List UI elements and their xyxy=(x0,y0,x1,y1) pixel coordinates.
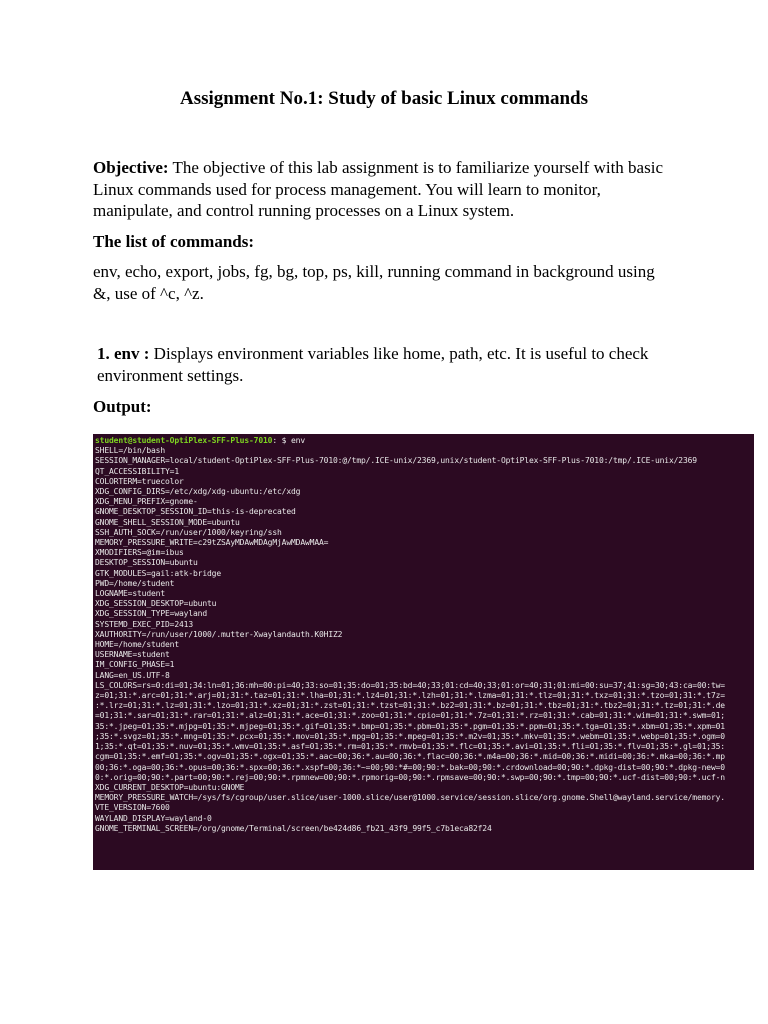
objective-text: The objective of this lab assignment is to familiarize yourself with basic Linux commands used for process management. You will learn to monitor, manipulate, and control running processes on a Linux system. xyxy=(93,158,663,220)
terminal-output-line: WAYLAND_DISPLAY=wayland-0 xyxy=(95,813,212,823)
terminal-output-line: SHELL=/bin/bash xyxy=(95,446,165,456)
terminal-output-line: VTE_VERSION=7600 xyxy=(95,803,170,813)
terminal-output-line: 35:*.jpeg=01;35:*.mjpg=01;35:*.mjpeg=01;35:*.gif=01;35:*.bmp=01;35:*.pbm=01;35:*.pgm=01;35:*.ppm=01;35:*.tga=01;35:*.xbm=01;35:*.xpm=01 xyxy=(95,721,725,731)
terminal-output-line: 1;35:*.qt=01;35:*.nuv=01;35:*.wmv=01;35:*.asf=01;35:*.rm=01;35:*.rmvb=01;35:*.flc=01;35:*.avi=01;35:*.fli=01;35:*.flv=01;35:*.gl=01;35: xyxy=(95,742,725,752)
title-rest: Study of basic Linux commands xyxy=(323,88,589,109)
terminal-output-line: =01;31:*.sar=01;31:*.rar=01;31:*.alz=01;31:*.ace=01;31:*.zoo=01;31:*.cpio=01;31:*.7z=01;31:*.rz=01;31:*.cab=01;31:*.wim=01;31:*.swm=01; xyxy=(95,711,725,721)
terminal-output-line: HOME=/home/student xyxy=(95,640,179,650)
terminal-output-line: XMODIFIERS=@im=ibus xyxy=(95,548,184,558)
terminal-output-line: MEMORY_PRESSURE_WRITE=c29tZSAyMDAwMDAgMjAwMDAwMAA= xyxy=(95,538,329,548)
terminal-output-line: XDG_MENU_PREFIX=gnome- xyxy=(95,497,198,507)
terminal-output-line: GTK_MODULES=gail:atk-bridge xyxy=(95,568,221,578)
terminal-output-line: LS_COLORS=rs=0:di=01;34:ln=01;36:mh=00:pi=40;33:so=01;35:do=01;35:bd=40;33;01:cd=40;33;01:or=40;31;01:mi=00:su=37;41:sg=30;43:ca=00:tw= xyxy=(95,680,725,690)
terminal-output-line: ;35:*.svgz=01;35:*.mng=01;35:*.pcx=01;35:*.mov=01;35:*.mpg=01;35:*.mpeg=01;35:*.m2v=01;35:*.mkv=01;35:*.webm=01;35:*.webp=01;35:*.ogm=0 xyxy=(95,731,725,741)
terminal-output-line: QT_ACCESSIBILITY=1 xyxy=(95,466,179,476)
terminal-output-line: SYSTEMD_EXEC_PID=2413 xyxy=(95,619,193,629)
terminal-output-line: XDG_SESSION_TYPE=wayland xyxy=(95,609,207,619)
terminal-screenshot xyxy=(93,434,754,870)
objective-label: Objective: xyxy=(93,158,169,177)
terminal-output-line: PWD=/home/student xyxy=(95,578,175,588)
terminal-prompt-line xyxy=(95,436,754,446)
env-section-label: 1. env : xyxy=(97,344,150,363)
terminal-output-line: 00;36:*.oga=00;36:*.opus=00;36:*.spx=00;36:*.xspf=00;36:*~=00;90:*#=00;90:*.bak=00;90:*.crdownload=00;90:*.dpkg-dist=00;90:*.dpkg-new=0 xyxy=(95,762,725,772)
terminal-output-line: XDG_CURRENT_DESKTOP=ubuntu:GNOME xyxy=(95,782,245,792)
title-lead: Assignment No.1: xyxy=(179,88,324,109)
terminal-prompt-user: student@student-OptiPlex-SFF-Plus-7010 xyxy=(95,436,273,445)
terminal-output-line: :*.lrz=01;31:*.lz=01;31:*.lzo=01;31:*.xz=01;31:*.zst=01;31:*.tzst=01;31:*.bz2=01;31:*.bz=01;31:*.tbz=01;31:*.tbz2=01;31:*.tz=01;31:*.de xyxy=(95,701,725,711)
terminal-prompt-command: : $ env xyxy=(272,436,305,445)
env-section-text: Displays environment variables like home, path, etc. It is useful to check environment settings. xyxy=(97,344,649,385)
terminal-output-line: LANG=en_US.UTF-8 xyxy=(95,670,170,680)
terminal-output-line: LOGNAME=student xyxy=(95,589,165,599)
terminal-output-line: cgm=01;35:*.emf=01;35:*.ogv=01;35:*.ogx=01;35:*.aac=00;36:*.au=00;36:*.flac=00;36:*.m4a=00;36:*.mid=00;36:*.midi=00;36:*.mka=00;36:*.mp xyxy=(95,752,725,762)
terminal-output xyxy=(95,446,754,834)
terminal-output-line: USERNAME=student xyxy=(95,650,170,660)
terminal-output-line: z=01;31:*.arc=01;31:*.arj=01;31:*.taz=01;31:*.lha=01;31:*.lz4=01;31:*.lzh=01;31:*.lzma=01;31:*.tlz=01;31:*.txz=01;31:*.tzo=01;31:*.t7z= xyxy=(95,691,725,701)
output-label: Output: xyxy=(93,397,152,416)
terminal-output-line: COLORTERM=truecolor xyxy=(95,476,184,486)
terminal-output-line: SSH_AUTH_SOCK=/run/user/1000/keyring/ssh xyxy=(95,527,282,537)
terminal-output-line: XDG_SESSION_DESKTOP=ubuntu xyxy=(95,599,217,609)
terminal-output-line: 0:*.orig=00;90:*.part=00;90:*.rej=00;90:*.rpmnew=00;90:*.rpmorig=00;90:*.rpmsave=00;90:*.swp=00;90:*.tmp=00;90:*.ucf-dist=00;90:*.ucf-n xyxy=(95,772,725,782)
terminal-output-line: IM_CONFIG_PHASE=1 xyxy=(95,660,175,670)
env-section-paragraph xyxy=(97,343,677,386)
commands-text: env, echo, export, jobs, fg, bg, top, ps, kill, running command in background using &, use of ^c, ^z. xyxy=(93,262,655,303)
terminal-output-line: GNOME_TERMINAL_SCREEN=/org/gnome/Terminal/screen/be424d86_fb21_43f9_99f5_c7b1eca82f24 xyxy=(95,823,492,833)
terminal-output-line: GNOME_DESKTOP_SESSION_ID=this-is-deprecated xyxy=(95,507,296,517)
objective-paragraph xyxy=(93,157,673,222)
terminal-output-line: XAUTHORITY=/run/user/1000/.mutter-Xwaylandauth.K0HIZ2 xyxy=(95,629,343,639)
commands-heading: The list of commands: xyxy=(93,232,255,251)
terminal-output-line: SESSION_MANAGER=local/student-OptiPlex-SFF-Plus-7010:@/tmp/.ICE-unix/2369,unix/student-OptiPlex-SFF-Plus-7010:/tmp/.ICE-unix/2369 xyxy=(95,456,697,466)
terminal-output-line: GNOME_SHELL_SESSION_MODE=ubuntu xyxy=(95,517,240,527)
terminal-output-line: MEMORY_PRESSURE_WATCH=/sys/fs/cgroup/user.slice/user-1000.slice/user@1000.service/session.slice/org.gnome.Shell@wayland.service/memory. xyxy=(95,793,725,803)
terminal-output-line: XDG_CONFIG_DIRS=/etc/xdg/xdg-ubuntu:/etc/xdg xyxy=(95,487,301,497)
terminal-output-line: DESKTOP_SESSION=ubuntu xyxy=(95,558,198,568)
page-title xyxy=(0,88,768,110)
